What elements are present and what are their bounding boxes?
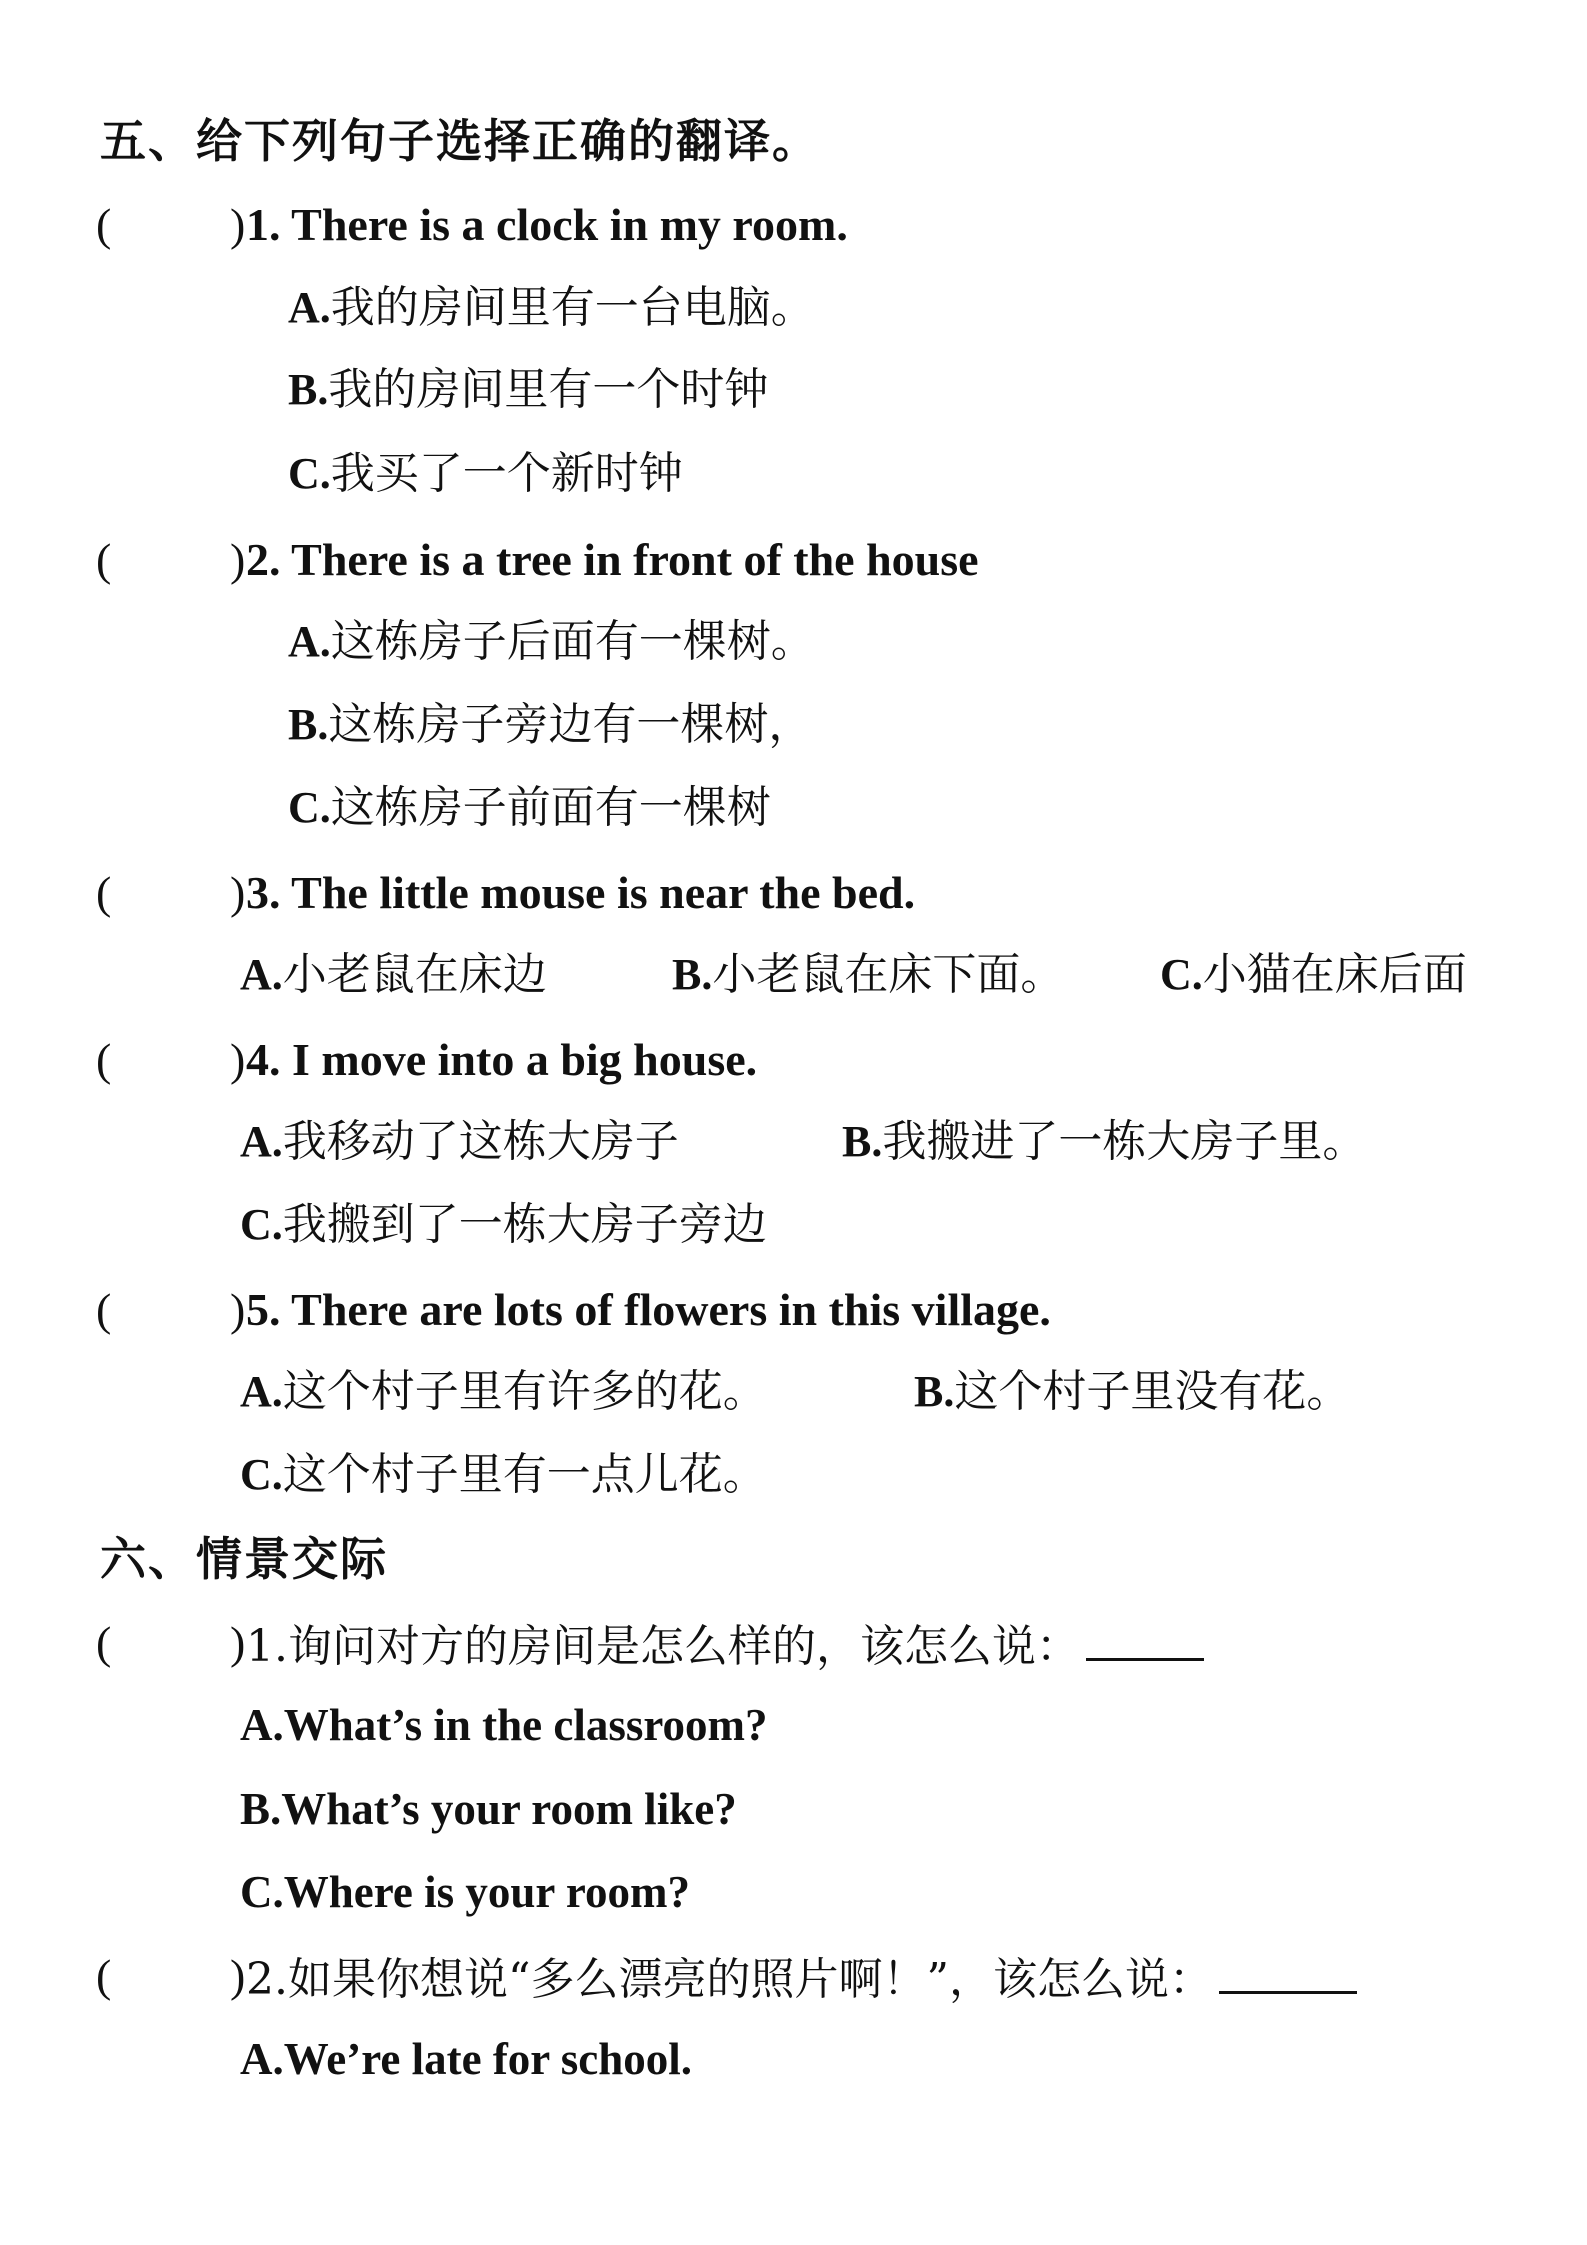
- option-text: 我搬到了一栋大房子旁边: [282, 1199, 767, 1250]
- question-prompt-wrap: [246, 1620, 1204, 1672]
- answer-bracket-close: ): [230, 199, 246, 250]
- question-prompt: 2. There is a tree in front of the house: [246, 534, 979, 585]
- option-letter: A.: [288, 283, 331, 332]
- question-5-1: [96, 199, 1096, 252]
- answer-bracket-close: ): [230, 1617, 246, 1668]
- question-6-1: [96, 1617, 1346, 1672]
- question-prompt: 1. There is a clock in my room.: [246, 199, 848, 250]
- option-text: 这个村子里没有花。: [954, 1366, 1351, 1417]
- option-text: 这个村子里有许多的花。: [282, 1366, 767, 1417]
- option-letter: C.: [1160, 950, 1203, 999]
- option-b: [914, 1366, 1351, 1417]
- question-5-4: [96, 1034, 1196, 1087]
- answer-bracket-open: (: [96, 867, 112, 918]
- answer-bracket-open: (: [96, 534, 112, 585]
- option-text: 这栋房子旁边有一棵树，: [328, 699, 813, 750]
- option-text: 这栋房子后面有一棵树。: [330, 616, 815, 667]
- section-5-title: 五、给下列句子选择正确的翻译。: [100, 114, 820, 168]
- option-c: [240, 1449, 767, 1500]
- answer-bracket-open: (: [96, 1034, 112, 1085]
- option-b: B.What’s your room like?: [240, 1784, 737, 1834]
- section-6-title: 六、情景交际: [100, 1532, 388, 1586]
- answer-bracket-open: (: [96, 1284, 112, 1335]
- option-a: [240, 1366, 767, 1417]
- option-letter: A.: [240, 1117, 283, 1166]
- answer-bracket-close: ): [230, 867, 246, 918]
- answer-bracket-close: ): [230, 1284, 246, 1335]
- option-text: 我移动了这栋大房子: [282, 1116, 679, 1167]
- question-prompt: 4. I move into a big house.: [246, 1034, 758, 1085]
- option-c: [1160, 949, 1467, 1000]
- answer-blank: [1086, 1620, 1204, 1661]
- question-prompt: 1.询问对方的房间是怎么样的，该怎么说：: [246, 1621, 1080, 1672]
- option-letter: B.: [672, 950, 713, 999]
- answer-bracket-open: (: [96, 199, 112, 250]
- option-letter: C.: [240, 1200, 283, 1249]
- option-a: [288, 282, 815, 333]
- option-letter: A.: [240, 1367, 283, 1416]
- option-letter: C.: [288, 449, 331, 498]
- option-c: [288, 448, 683, 499]
- answer-bracket-close: ): [230, 534, 246, 585]
- question-prompt-wrap: [246, 1953, 1357, 2005]
- option-letter: A.: [288, 617, 331, 666]
- option-a: [288, 616, 815, 667]
- question-6-2: [96, 1950, 1496, 2005]
- question-5-2: [96, 534, 1196, 587]
- question-prompt: 2.如果你想说“多么漂亮的照片啊！”，该怎么说：: [246, 1954, 1213, 2005]
- option-text: 这栋房子前面有一棵树: [330, 782, 771, 833]
- answer-blank: [1219, 1953, 1357, 1994]
- option-text: 小老鼠在床边: [282, 949, 547, 1000]
- question-prompt: 3. The little mouse is near the bed.: [246, 867, 916, 918]
- option-b: [288, 699, 813, 750]
- option-letter: B.: [842, 1117, 883, 1166]
- answer-bracket-open: (: [96, 1950, 112, 2001]
- option-text: 我买了一个新时钟: [330, 448, 683, 499]
- option-a: [240, 1116, 679, 1167]
- option-letter: A.: [240, 950, 283, 999]
- option-letter: C.: [240, 1450, 283, 1499]
- option-a: [240, 949, 547, 1000]
- option-letter: B.: [288, 365, 329, 414]
- option-text: 我搬进了一栋大房子里。: [882, 1116, 1367, 1167]
- option-text: 我的房间里有一个时钟: [328, 364, 769, 415]
- answer-bracket-close: ): [230, 1950, 246, 2001]
- option-letter: B.: [914, 1367, 955, 1416]
- answer-bracket-close: ): [230, 1034, 246, 1085]
- answer-bracket-open: (: [96, 1617, 112, 1668]
- option-c: C.Where is your room?: [240, 1867, 690, 1917]
- option-letter: C.: [288, 783, 331, 832]
- question-5-3: [96, 867, 1196, 920]
- question-5-5: [96, 1284, 1296, 1337]
- option-text: 这个村子里有一点儿花。: [282, 1449, 767, 1500]
- option-c: [288, 782, 771, 833]
- option-b: [672, 949, 1065, 1000]
- option-b: [842, 1116, 1367, 1167]
- option-text: 小老鼠在床下面。: [712, 949, 1065, 1000]
- option-a: A.We’re late for school.: [240, 2034, 692, 2084]
- option-c: [240, 1199, 767, 1250]
- option-a: A.What’s in the classroom?: [240, 1700, 768, 1750]
- option-b: [288, 364, 769, 415]
- option-text: 小猫在床后面: [1202, 949, 1467, 1000]
- question-prompt: 5. There are lots of flowers in this village.: [246, 1284, 1051, 1335]
- option-letter: B.: [288, 700, 329, 749]
- option-text: 我的房间里有一台电脑。: [330, 282, 815, 333]
